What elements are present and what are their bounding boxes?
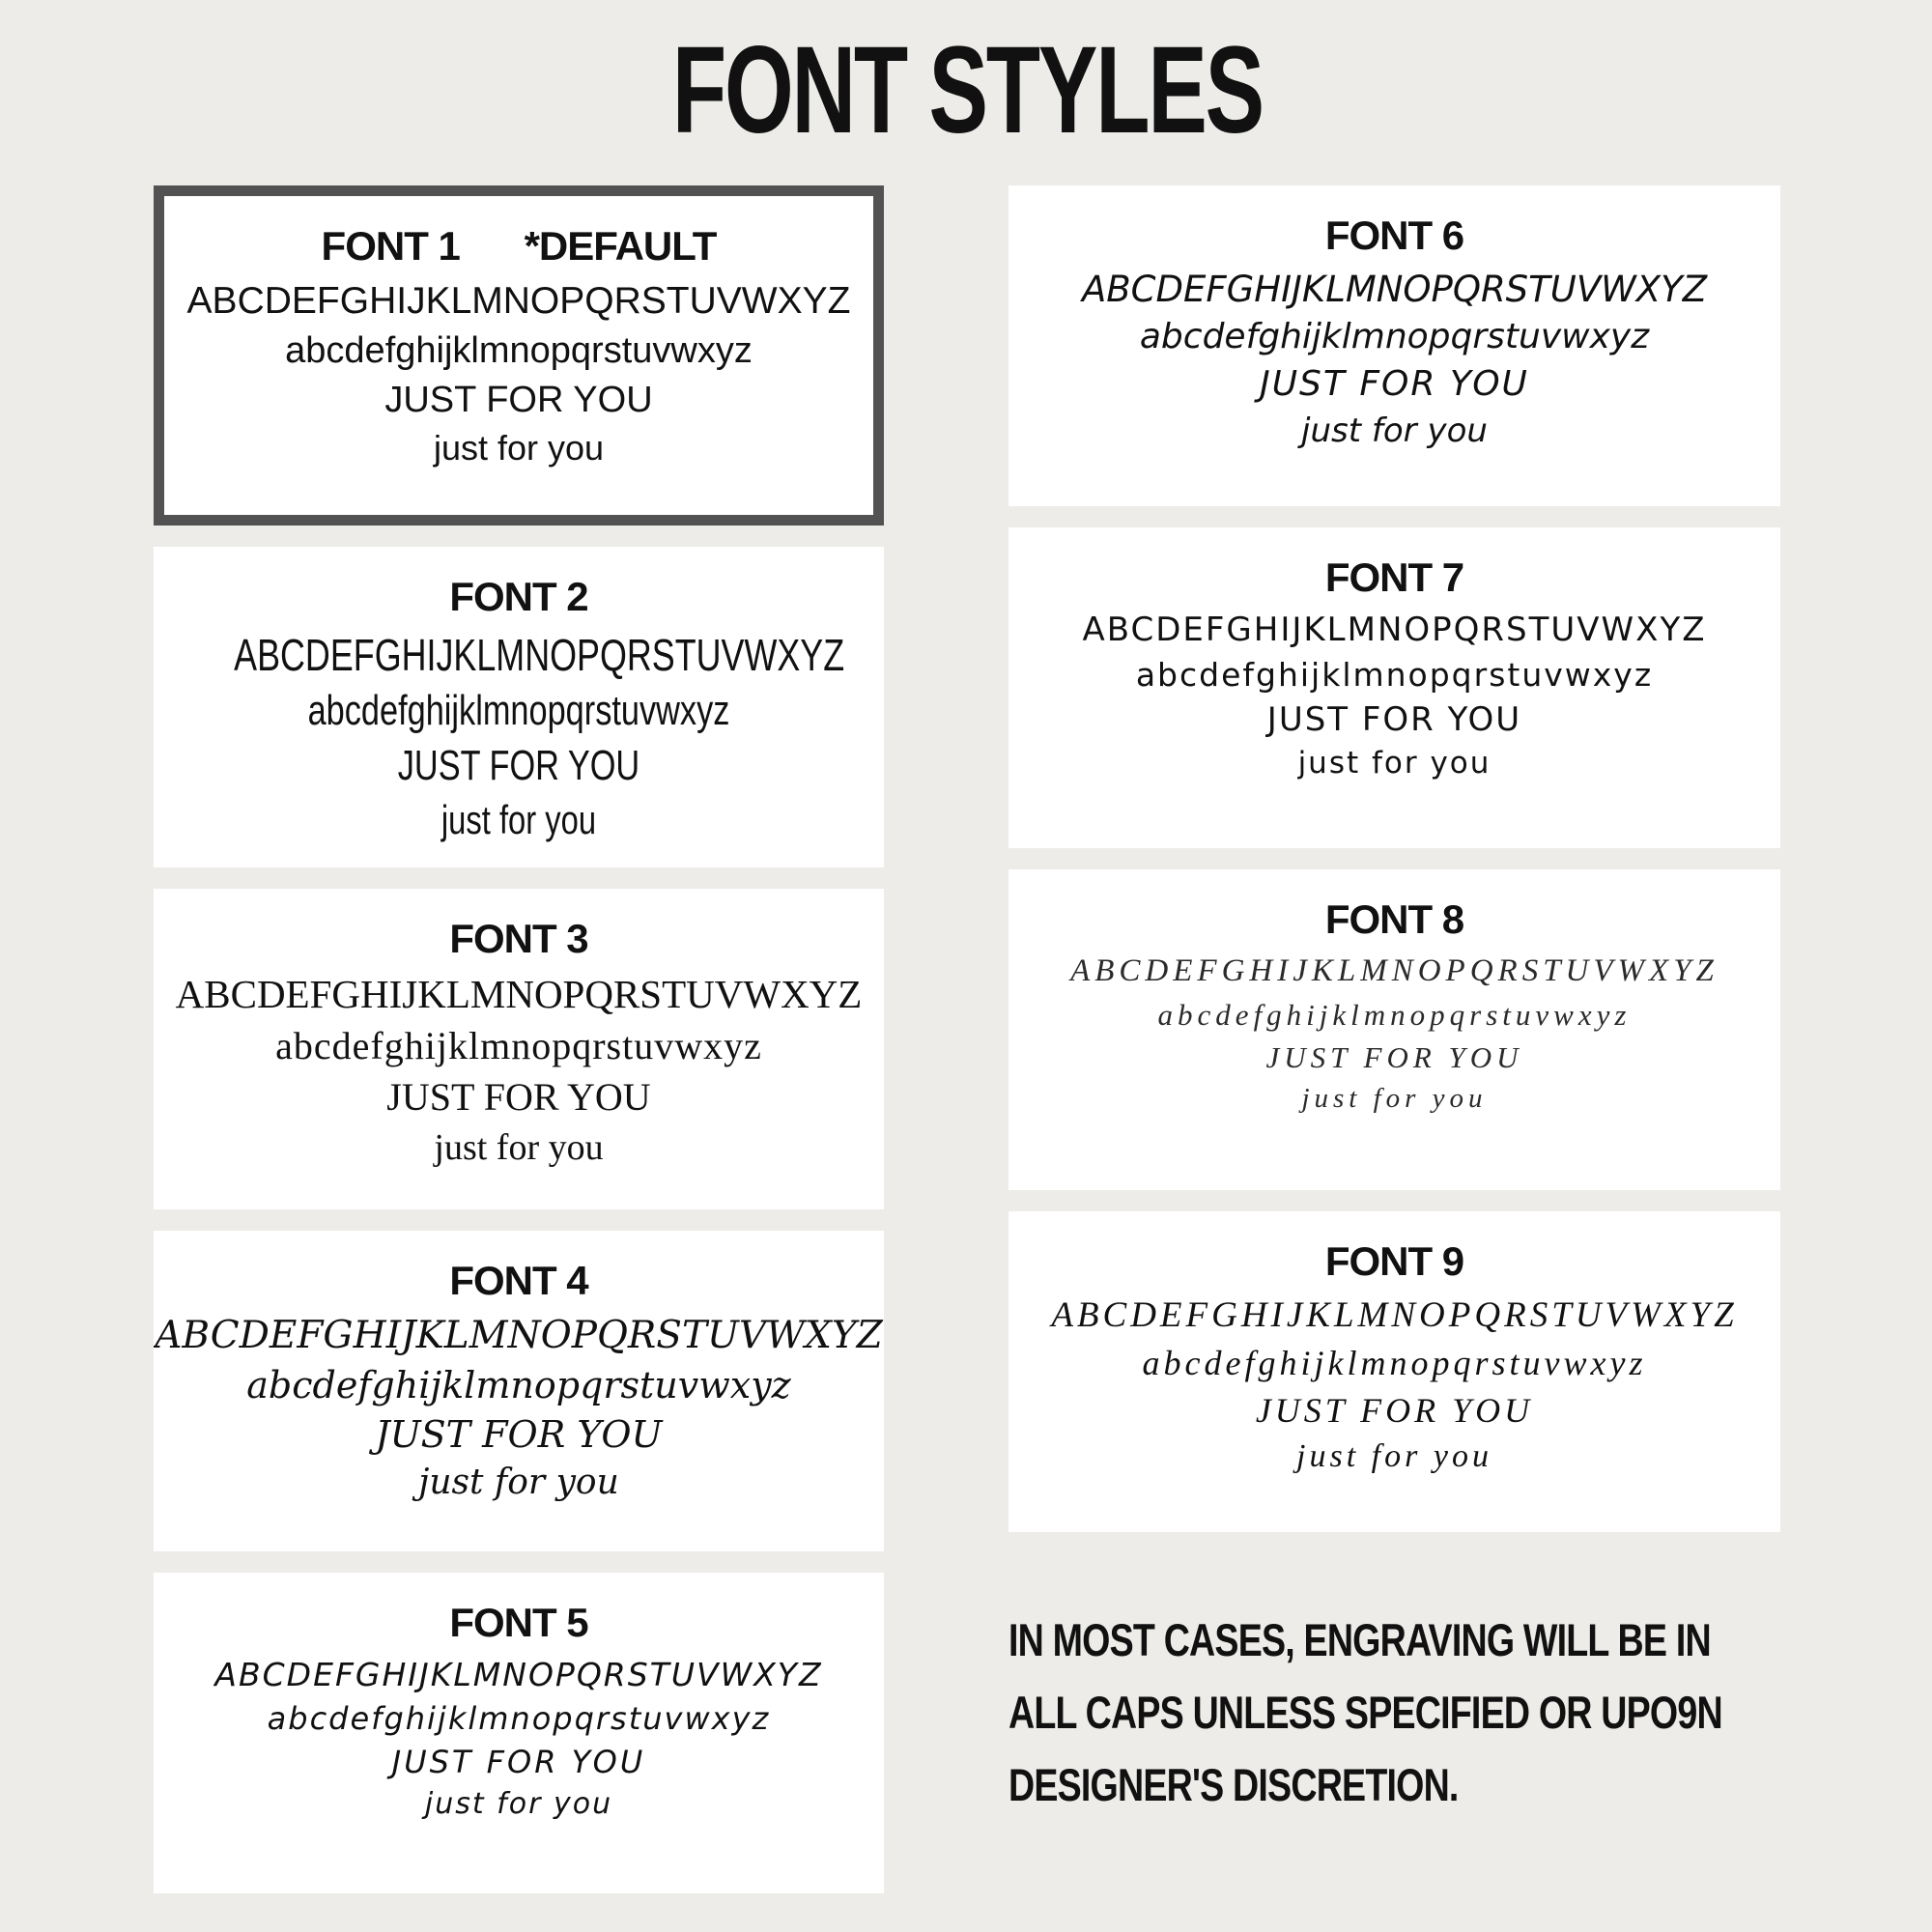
font-card-9 [1009, 1211, 1780, 1532]
font-2-lowercase-sample: abcdefghijklmnopqrstuvwxyz [307, 687, 730, 734]
font-9-title: FONT 9 [1324, 1238, 1464, 1284]
font-9-phrase-lower: just for you [1296, 1438, 1492, 1474]
font-7-uppercase-sample: ABCDEFGHIJKLMNOPQRSTUVWXYZ [1082, 611, 1707, 649]
font-7-phrase-caps: JUST FOR YOU [1266, 700, 1522, 739]
font-1-phrase-caps: JUST FOR YOU [384, 380, 653, 420]
font-8-title: FONT 8 [1324, 896, 1464, 942]
font-7-title: FONT 7 [1324, 554, 1464, 600]
font-2-title: FONT 2 [449, 574, 588, 619]
engraving-note-line-1: IN MOST CASES, ENGRAVING WILL BE IN [1009, 1614, 1711, 1665]
font-5-phrase-caps: JUST FOR YOU [391, 1744, 646, 1780]
font-1-lowercase-sample: abcdefghijklmnopqrstuvwxyz [285, 330, 753, 371]
page-title [154, 21, 1780, 159]
font-2-phrase-lower: just for you [440, 797, 597, 842]
engraving-note-line-3: DESIGNER'S DISCRETION. [1009, 1759, 1459, 1811]
font-card-6 [1009, 185, 1780, 506]
font-5-uppercase-sample: ABCDEFGHIJKLMNOPQRSTUVWXYZ [214, 1656, 823, 1693]
font-card-1 [154, 185, 884, 526]
font-4-phrase-lower: just for you [418, 1463, 619, 1502]
font-1-title: FONT 1 [321, 223, 460, 269]
font-card-4 [154, 1231, 884, 1551]
cards-columns [154, 185, 1780, 1915]
font-card-3 [154, 889, 884, 1209]
font-6-phrase-lower: just for you [1301, 412, 1488, 450]
font-5-lowercase-sample: abcdefghijklmnopqrstuvwxyz [267, 1700, 771, 1737]
font-6-lowercase-sample: abcdefghijklmnopqrstuvwxyz [1139, 317, 1650, 356]
engraving-note [1009, 1604, 1780, 1822]
font-8-phrase-lower: just for you [1301, 1083, 1488, 1114]
font-1-uppercase-sample: ABCDEFGHIJKLMNOPQRSTUVWXYZ [186, 280, 851, 322]
font-card-8 [1009, 869, 1780, 1190]
font-1-default-badge: *DEFAULT [524, 223, 717, 269]
font-2-uppercase-sample: ABCDEFGHIJKLMNOPQRSTUVWXYZ [234, 630, 845, 680]
font-8-lowercase-sample: abcdefghijklmnopqrstuvwxyz [1157, 998, 1632, 1032]
font-9-phrase-caps: JUST FOR YOU [1255, 1391, 1534, 1430]
font-9-lowercase-sample: abcdefghijklmnopqrstuvwxyz [1142, 1344, 1647, 1382]
font-3-lowercase-sample: abcdefghijklmnopqrstuvwxyz [275, 1024, 762, 1067]
font-5-title: FONT 5 [449, 1600, 588, 1645]
engraving-note-line-2: ALL CAPS UNLESS SPECIFIED OR UPO9N [1009, 1687, 1722, 1739]
font-3-uppercase-sample: ABCDEFGHIJKLMNOPQRSTUVWXYZ [175, 972, 863, 1016]
font-4-phrase-caps: JUST FOR YOU [375, 1413, 663, 1456]
font-3-phrase-caps: JUST FOR YOU [386, 1075, 651, 1119]
font-4-uppercase-sample: ABCDEFGHIJKLMNOPQRSTUVWXYZ [155, 1314, 883, 1357]
font-5-phrase-lower: just for you [424, 1787, 613, 1821]
font-4-title: FONT 4 [449, 1258, 588, 1303]
font-1-title-row [164, 223, 873, 270]
font-3-phrase-lower: just for you [434, 1127, 604, 1168]
right-column [1009, 185, 1780, 1822]
font-7-phrase-lower: just for you [1297, 746, 1492, 781]
font-6-title: FONT 6 [1324, 213, 1464, 258]
font-9-uppercase-sample: ABCDEFGHIJKLMNOPQRSTUVWXYZ [1051, 1295, 1738, 1335]
left-column [154, 185, 884, 1915]
font-4-lowercase-sample: abcdefghijklmnopqrstuvwxyz [246, 1364, 791, 1406]
font-3-title: FONT 3 [449, 916, 588, 961]
font-card-7 [1009, 527, 1780, 848]
font-card-2 [154, 547, 884, 867]
font-card-5 [154, 1573, 884, 1893]
page-title-text: FONT STYLES [671, 21, 1263, 159]
font-8-phrase-caps: JUST FOR YOU [1265, 1040, 1523, 1074]
font-1-phrase-lower: just for you [433, 428, 605, 468]
font-2-phrase-caps: JUST FOR YOU [397, 742, 640, 789]
font-6-uppercase-sample: ABCDEFGHIJKLMNOPQRSTUVWXYZ [1081, 269, 1708, 310]
font-8-uppercase-sample: ABCDEFGHIJKLMNOPQRSTUVWXYZ [1070, 953, 1719, 988]
font-7-lowercase-sample: abcdefghijklmnopqrstuvwxyz [1135, 656, 1654, 694]
font-6-phrase-caps: JUST FOR YOU [1260, 364, 1529, 404]
